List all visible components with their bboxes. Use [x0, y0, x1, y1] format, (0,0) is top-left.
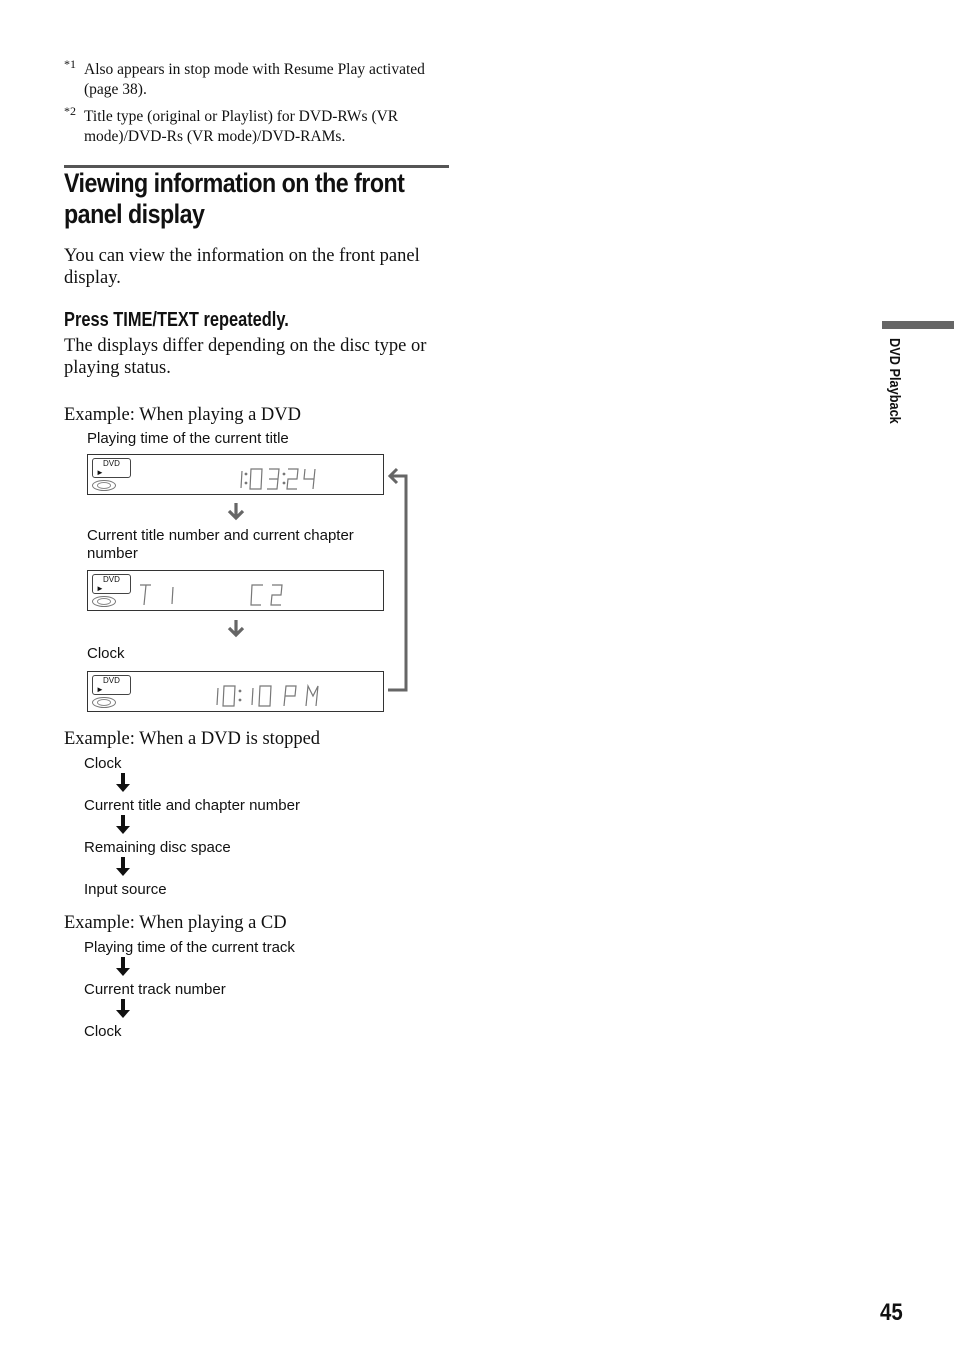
play-icon: ► — [96, 584, 104, 593]
page-number: 45 — [880, 1299, 903, 1326]
down-arrow-icon — [115, 815, 131, 835]
play-icon: ► — [96, 685, 104, 694]
screen-caption: Current title number and current chapter number — [87, 527, 354, 562]
down-arrow-icon — [115, 773, 131, 793]
side-tab-label: DVD Playback — [886, 338, 903, 424]
step-label: Current title and chapter number — [84, 797, 300, 814]
front-panel-display — [87, 570, 384, 611]
dvd-badge — [92, 574, 131, 594]
down-arrow-icon — [115, 957, 131, 977]
dvd-badge — [92, 458, 131, 478]
step-label: Clock — [84, 1023, 122, 1040]
play-icon: ► — [96, 468, 104, 477]
example-dvd-play-heading: Example: When playing a DVD — [64, 405, 302, 425]
step-label: Playing time of the current track — [84, 939, 295, 956]
example-cd-play-heading: Example: When playing a CD — [64, 913, 287, 933]
dvd-badge-label: DVD — [103, 676, 120, 685]
down-arrow-icon — [226, 619, 246, 639]
footnote-text: Title type (original or Playlist) for DVD-RWs (VR mode)/DVD-Rs (VR mode)/DVD-RAMs. — [84, 108, 399, 145]
disc-icon — [92, 596, 116, 607]
disc-icon — [92, 480, 116, 491]
dvd-badge-label: DVD — [103, 459, 120, 468]
readout-text — [88, 455, 89, 456]
footnote-mark: *1 — [64, 57, 76, 71]
front-panel-display — [87, 671, 384, 712]
readout-segment-digits — [236, 461, 336, 491]
footnote-mark: *2 — [64, 104, 76, 118]
readout-segment-digits — [138, 577, 298, 607]
side-tab-bar — [882, 321, 954, 329]
readout-segment-digits — [212, 678, 342, 708]
footnote-1 — [64, 57, 454, 100]
example-dvd-stop-heading: Example: When a DVD is stopped — [64, 729, 321, 749]
step-label: Input source — [84, 881, 167, 898]
disc-icon — [92, 697, 116, 708]
front-panel-display — [87, 454, 384, 495]
dvd-badge — [92, 675, 131, 695]
screen-caption: Playing time of the current title — [87, 430, 289, 447]
down-arrow-icon — [115, 999, 131, 1019]
instruction-detail: The displays differ depending on the disc type or playing status. — [64, 336, 427, 378]
dvd-badge-label: DVD — [103, 575, 120, 584]
loop-back-arrow-icon — [384, 464, 414, 696]
readout-text-right — [88, 571, 89, 572]
section-intro: You can view the information on the front panel display. — [64, 246, 420, 288]
down-arrow-icon — [115, 857, 131, 877]
footnote-2 — [64, 104, 454, 147]
instruction-step: Press TIME/TEXT repeatedly. — [64, 309, 289, 331]
step-label: Current track number — [84, 981, 226, 998]
down-arrow-icon — [226, 502, 246, 522]
section-title-text: Viewing information on the front panel display — [64, 168, 405, 229]
step-label: Remaining disc space — [84, 839, 231, 856]
readout-text — [88, 672, 89, 673]
step-label: Clock — [84, 755, 122, 772]
screen-caption: Clock — [87, 645, 125, 662]
section-title — [64, 168, 405, 230]
footnote-text: Also appears in stop mode with Resume Play activated (page 38). — [84, 61, 425, 98]
